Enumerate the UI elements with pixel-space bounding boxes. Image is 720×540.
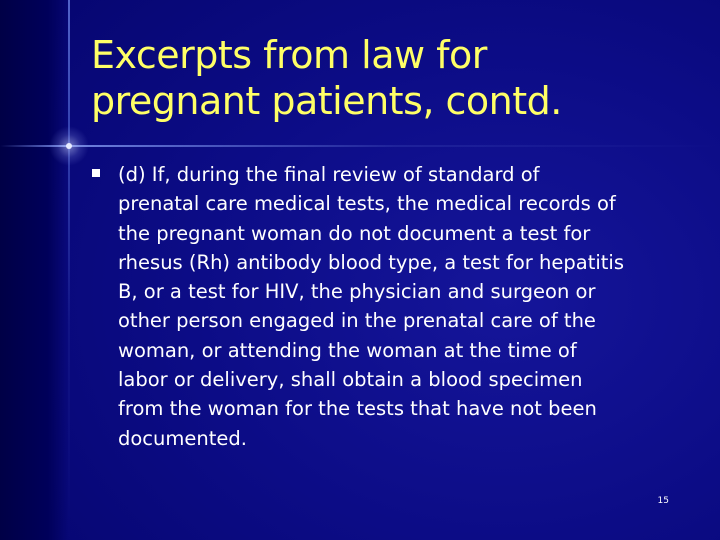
slide-title-line-2: pregnant patients, contd. — [91, 79, 562, 123]
bullet-text-line: labor or delivery, shall obtain a blood specimen — [118, 368, 583, 392]
bullet-text-line: woman, or attending the woman at the time of — [118, 338, 577, 362]
bullet-text-line: the pregnant woman do not document a test for — [118, 221, 591, 245]
slide-title-line-1: Excerpts from law for — [91, 33, 487, 77]
horizontal-accent-line — [0, 145, 720, 147]
bullet-text-line: documented. — [118, 426, 247, 450]
slide-title — [91, 32, 691, 124]
vertical-accent-line — [68, 0, 70, 540]
bullet-text-line: from the woman for the tests that have not been — [118, 397, 597, 421]
bullet-text-line: rhesus (Rh) antibody blood type, a test for hepatitis — [118, 250, 624, 274]
bullet-text-line: prenatal care medical tests, the medical records of — [118, 192, 616, 216]
bullet-text-line: other person engaged in the prenatal care of the — [118, 309, 596, 333]
page-number: 15 — [657, 496, 669, 506]
bullet-text-line: B, or a test for HIV, the physician and surgeon or — [118, 280, 596, 304]
bullet-text — [118, 160, 688, 453]
square-bullet-icon — [92, 169, 100, 177]
accent-cross-dot — [66, 143, 72, 149]
left-background-band — [0, 0, 68, 540]
bullet-text-line: (d) If, during the final review of standard of — [118, 163, 540, 186]
